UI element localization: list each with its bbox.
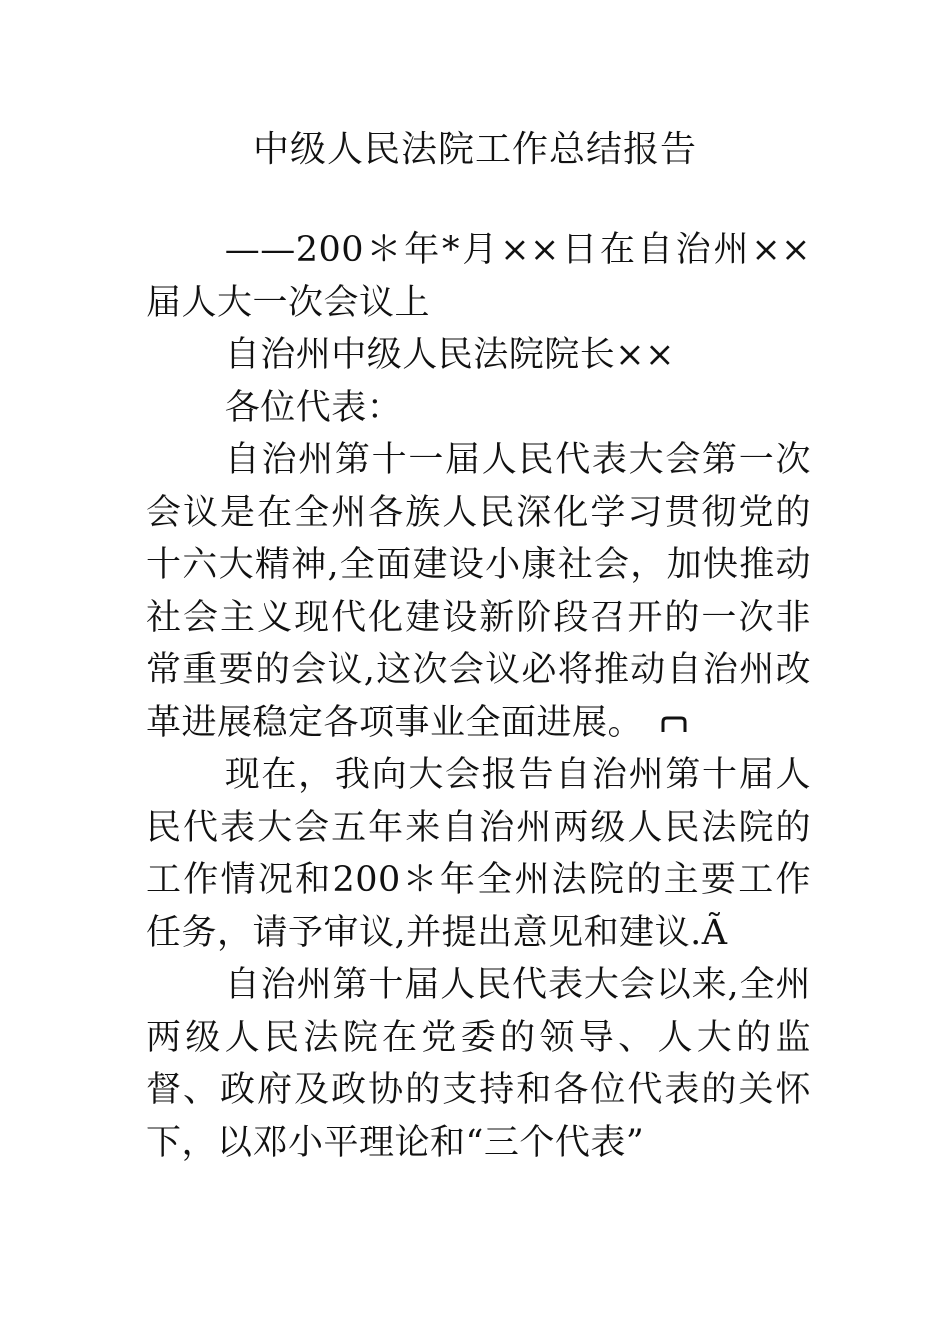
bracket-glyph-icon [661,715,687,733]
salutation: 各位代表： [224,387,403,428]
document-title: 中级人民法院工作总结报告 [252,129,697,170]
subtitle-paragraph: ——200＊年*月××日在自治州××届人大一次会议上 [146,230,811,323]
body-paragraph-text: 自治州第十一届人民代表大会第一次会议是在全州各族人民深化学习贯彻党的十六大精神,全面建设小康社会，加快推动社会主义现代化建设新阶段召开的一次非常重要的会议,这次会议必将推动自治州改革进展稳定各项事业全面进展。 [146,440,811,743]
body-paragraph: 现在，我向大会报告自治州第十届人民代表大会五年来自治州两级人民法院的工作情况和200＊年全州法院的主要工作任务，请予审议,并提出意见和建议.Ã [146,755,811,953]
body-paragraph [146,434,811,749]
body-paragraph: 自治州第十届人民代表大会以来,全州两级人民法院在党委的领导、人大的监督、政府及政协的支持和各位代表的关怀下，以邓小平理论和“三个代表” [146,965,811,1163]
document-body [146,224,811,1169]
author-line: 自治州中级人民法院院长×× [224,335,675,375]
